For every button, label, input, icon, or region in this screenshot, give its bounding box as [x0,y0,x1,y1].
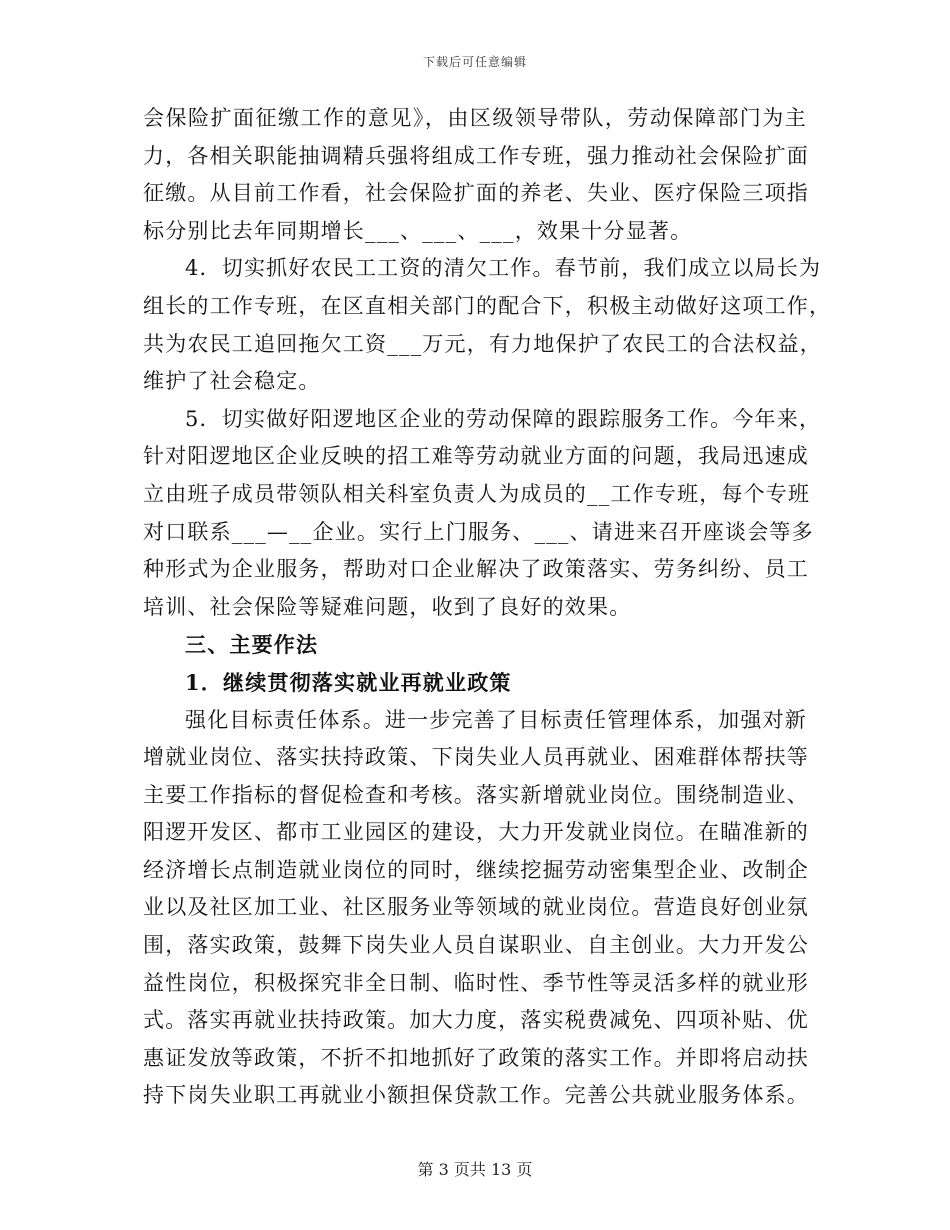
paragraph-line: 围，落实政策，鼓舞下岗失业人员自谋职业、自主创业。大力开发公 [143,933,809,958]
paragraph-line: 标分别比去年同期增长___、___、___，效果十分显著。 [143,218,693,243]
paragraph-line: 对口联系___—__企业。实行上门服务、___、请进来召开座谈会等多 [143,519,814,544]
paragraph-line: 5．切实做好阳逻地区企业的劳动保障的跟踪服务工作。今年来， [185,406,822,431]
paragraph-line: 式。落实再就业扶持政策。加大力度，落实税费减免、四项补贴、优 [143,1008,809,1033]
paragraph-line: 立由班子成员带领队相关科室负责人为成员的__工作专班，每个专班 [143,481,811,506]
subsection-heading: 1．继续贯彻落实就业再就业政策 [185,669,512,695]
paragraph-line: 持下岗失业职工再就业小额担保贷款工作。完善公共就业服务体系。 [143,1083,809,1108]
document-body [143,100,832,1115]
paragraph-line: 维护了社会稳定。 [143,369,321,394]
paragraph-line: 阳逻开发区、都市工业园区的建设，大力开发就业岗位。在瞄准新的 [143,820,809,845]
paragraph-line: 强化目标责任体系。进一步完善了目标责任管理体系，加强对新 [185,707,807,732]
paragraph-line: 增就业岗位、落实扶持政策、下岗失业人员再就业、困难群体帮扶等 [143,745,809,770]
paragraph-line: 4．切实抓好农民工工资的清欠工作。春节前，我们成立以局长为 [185,256,822,281]
paragraph-line: 会保险扩面征缴工作的意见》，由区级领导带队，劳动保障部门为主 [143,106,807,130]
paragraph-line: 征缴。从目前工作看，社会保险扩面的养老、失业、医疗保险三项指 [143,181,809,206]
paragraph-line: 共为农民工追回拖欠工资___万元，有力地保护了农民工的合法权益， [143,331,822,356]
paragraph-line: 力，各相关职能抽调精兵强将组成工作专班，强力推动社会保险扩面 [143,143,809,168]
page-header: 下载后可任意编辑 [422,55,527,69]
paragraph-line: 惠证发放等政策，不折不扣地抓好了政策的落实工作。并即将启动扶 [143,1045,809,1070]
paragraph-line: 益性岗位，积极探究非全日制、临时性、季节性等灵活多样的就业形 [143,970,809,995]
section-heading: 三、主要作法 [185,632,319,658]
paragraph-line: 业以及社区加工业、社区服务业等领域的就业岗位。营造良好创业氛 [143,895,809,920]
paragraph-line: 针对阳逻地区企业反映的招工难等劳动就业方面的问题，我局迅速成 [143,444,809,469]
page-number: 第 3 页共 13 页 [417,1160,533,1179]
paragraph-line: 组长的工作专班，在区直相关部门的配合下，积极主动做好这项工作， [143,293,832,318]
paragraph-line: 主要工作指标的督促检查和考核。落实新增就业岗位。围绕制造业、 [143,782,809,807]
paragraph-line: 种形式为企业服务，帮助对口企业解决了政策落实、劳务纠纷、员工 [143,557,809,582]
paragraph-line: 经济增长点制造就业岗位的同时，继续挖掘劳动密集型企业、改制企 [143,857,809,882]
paragraph-line: 培训、社会保险等疑难问题，收到了良好的效果。 [143,594,632,619]
